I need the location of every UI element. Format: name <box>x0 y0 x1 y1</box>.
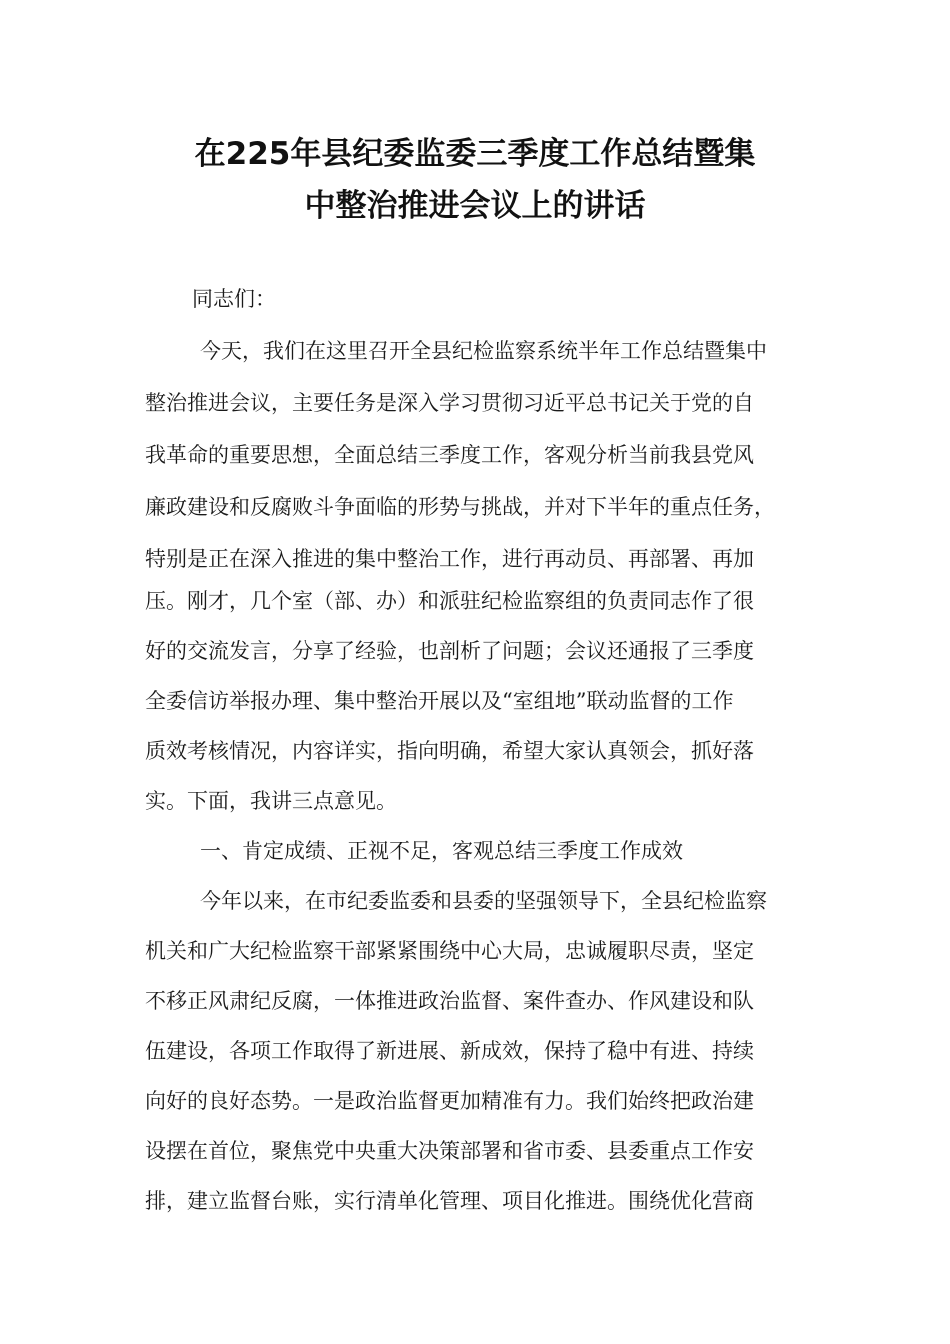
paragraph-line: 廉政建设和反腐败斗争面临的形势与挑战，并对下半年的重点任务， <box>145 495 775 519</box>
paragraph-line: 特别是正在深入推进的集中整治工作，进行再动员、再部署、再加 <box>145 547 754 571</box>
title-line: 在225年县纪委监委三季度工作总结暨集 <box>194 136 756 172</box>
paragraph-line: 压。刚才，几个室（部、办）和派驻纪检监察组的负责同志作了很 <box>145 589 754 613</box>
paragraph-line: 设摆在首位，聚焦党中央重大决策部署和省市委、县委重点工作安 <box>145 1139 754 1163</box>
paragraph-line: 我革命的重要思想，全面总结三季度工作，客观分析当前我县党风 <box>145 443 754 467</box>
paragraph-line: 排，建立监督台账，实行清单化管理、项目化推进。围绕优化营商 <box>145 1189 754 1213</box>
paragraph-line: 全委信访举报办理、集中整治开展以及“室组地”联动监督的工作 <box>145 689 734 713</box>
paragraph-line: 今天，我们在这里召开全县纪检监察系统半年工作总结暨集中 <box>200 339 767 363</box>
paragraph-line: 机关和广大纪检监察干部紧紧围绕中心大局，忠诚履职尽责，坚定 <box>145 939 754 963</box>
paragraph-line: 好的交流发言，分享了经验，也剖析了问题；会议还通报了三季度 <box>145 639 754 663</box>
salutation: 同志们： <box>192 287 276 311</box>
paragraph-line: 今年以来，在市纪委监委和县委的坚强领导下，全县纪检监察 <box>200 889 767 913</box>
paragraph-line: 不移正风肃纪反腐，一体推进政治监督、案件查办、作风建设和队 <box>145 989 754 1013</box>
section-heading: 一、肯定成绩、正视不足，客观总结三季度工作成效 <box>200 839 683 863</box>
paragraph-line: 实。下面，我讲三点意见。 <box>145 789 397 813</box>
paragraph-line: 整治推进会议，主要任务是深入学习贯彻习近平总书记关于党的自 <box>145 391 754 415</box>
paragraph-line: 质效考核情况，内容详实，指向明确，希望大家认真领会，抓好落 <box>145 739 754 763</box>
document-title <box>140 128 810 232</box>
title-line: 中整治推进会议上的讲话 <box>304 188 646 224</box>
paragraph-line: 伍建设，各项工作取得了新进展、新成效，保持了稳中有进、持续 <box>145 1039 754 1063</box>
paragraph-line: 向好的良好态势。一是政治监督更加精准有力。我们始终把政治建 <box>145 1089 754 1113</box>
